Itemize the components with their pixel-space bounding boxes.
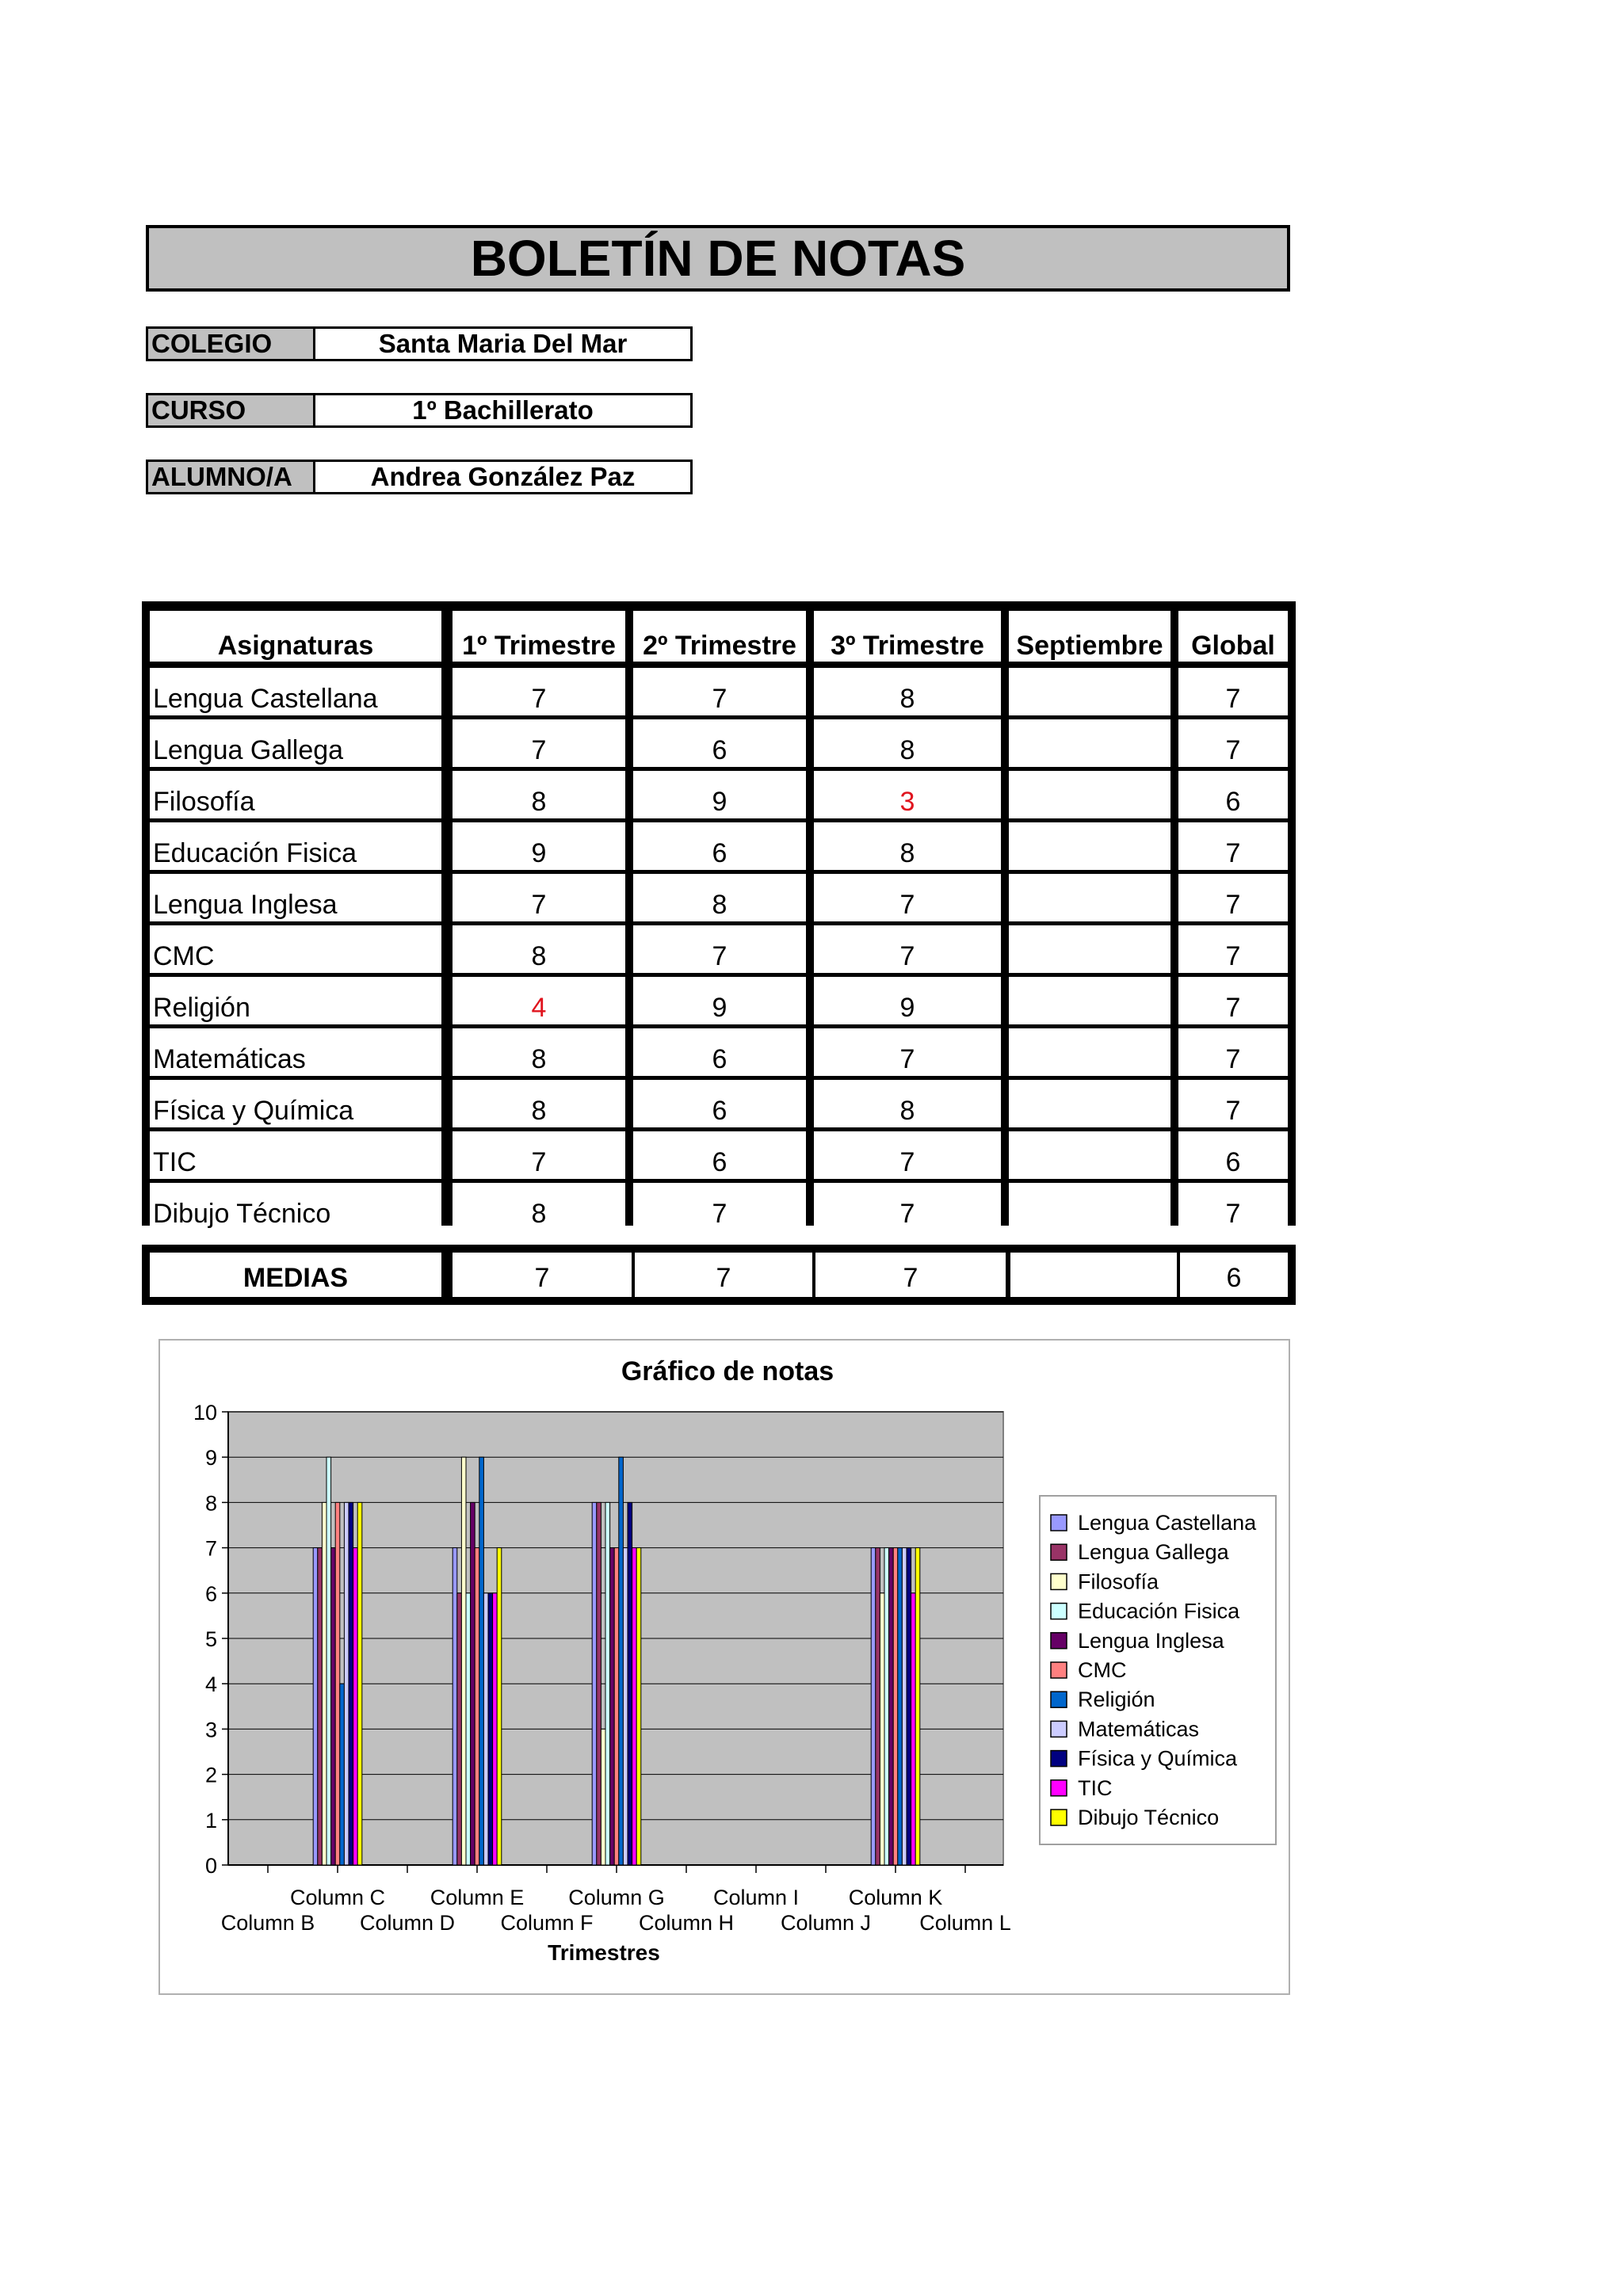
grade-cell[interactable]: 6 — [633, 822, 806, 870]
bar — [483, 1593, 488, 1865]
legend-label: Lengua Inglesa — [1078, 1628, 1224, 1653]
info-label-colegio: COLEGIO — [146, 326, 315, 361]
bar — [597, 1502, 601, 1865]
grade-cell[interactable]: 7 — [1178, 822, 1288, 870]
info-value-colegio[interactable]: Santa Maria Del Mar — [315, 326, 693, 361]
bar — [471, 1502, 475, 1865]
medias-value[interactable]: 7 — [453, 1253, 632, 1297]
bar — [349, 1502, 353, 1865]
grade-cell[interactable]: 7 — [453, 668, 625, 715]
subject-cell[interactable]: Lengua Castellana — [150, 668, 441, 715]
subject-cell[interactable]: TIC — [150, 1131, 441, 1179]
subject-cell[interactable]: Lengua Inglesa — [150, 874, 441, 921]
header-septiembre: Septiembre — [1009, 611, 1170, 662]
grade-cell[interactable]: 7 — [1178, 925, 1288, 973]
legend-swatch — [1051, 1721, 1067, 1737]
legend-label: Religión — [1078, 1688, 1155, 1712]
bar — [619, 1457, 624, 1865]
report-title: BOLETÍN DE NOTAS — [146, 225, 1290, 292]
x-tick-label: Column F — [500, 1911, 594, 1935]
bar — [614, 1548, 619, 1865]
grade-cell[interactable] — [1009, 822, 1170, 870]
legend-label: Matemáticas — [1078, 1717, 1200, 1741]
grade-cell[interactable]: 9 — [453, 822, 625, 870]
grade-cell[interactable]: 8 — [814, 719, 1001, 767]
bar — [466, 1593, 471, 1865]
y-tick-label: 5 — [204, 1627, 217, 1651]
grade-cell[interactable]: 8 — [453, 771, 625, 818]
y-tick-label: 9 — [204, 1446, 217, 1470]
legend-swatch — [1051, 1573, 1067, 1589]
bar — [322, 1502, 327, 1865]
bar — [340, 1684, 345, 1865]
legend-swatch — [1051, 1780, 1067, 1796]
info-row-alumno — [146, 460, 693, 494]
legend-swatch — [1051, 1751, 1067, 1767]
legend-label: TIC — [1078, 1775, 1113, 1800]
bar — [335, 1502, 340, 1865]
info-label-curso: CURSO — [146, 393, 315, 428]
info-label-alumno: ALUMNO/A — [146, 460, 315, 494]
bar — [884, 1548, 889, 1865]
bar — [893, 1548, 898, 1865]
bar — [628, 1502, 632, 1865]
legend-label: Filosofía — [1078, 1569, 1159, 1594]
header-global: Global — [1178, 611, 1288, 662]
y-tick-label: 4 — [204, 1672, 217, 1697]
subject-cell[interactable]: CMC — [150, 925, 441, 973]
legend-swatch — [1051, 1691, 1067, 1707]
grade-cell[interactable]: 7 — [1178, 874, 1288, 921]
header-trimestre-1: 1º Trimestre — [453, 611, 625, 662]
bar — [318, 1548, 323, 1865]
subject-cell[interactable]: Lengua Gallega — [150, 719, 441, 767]
subject-cell[interactable]: Dibujo Técnico — [150, 1183, 441, 1234]
grade-cell[interactable]: 8 — [453, 1028, 625, 1076]
bar — [871, 1548, 876, 1865]
grade-cell[interactable]: 7 — [633, 1183, 806, 1234]
grade-cell[interactable] — [1009, 1183, 1170, 1234]
grades-chart — [158, 1339, 1290, 1995]
bar — [461, 1457, 466, 1865]
bar — [636, 1548, 641, 1865]
medias-value[interactable]: 7 — [815, 1253, 1006, 1297]
bar — [331, 1548, 336, 1865]
grade-cell[interactable]: 7 — [814, 1131, 1001, 1179]
grade-cell[interactable]: 7 — [814, 925, 1001, 973]
grade-cell[interactable]: 7 — [1178, 1080, 1288, 1127]
bar — [911, 1593, 916, 1865]
legend-label: Lengua Gallega — [1078, 1540, 1229, 1565]
grade-cell[interactable]: 6 — [1178, 771, 1288, 818]
bar — [601, 1729, 605, 1865]
grade-cell[interactable] — [1009, 771, 1170, 818]
grade-cell[interactable]: 7 — [633, 925, 806, 973]
header-asignaturas: Asignaturas — [150, 611, 441, 662]
header-trimestre-3: 3º Trimestre — [814, 611, 1001, 662]
bar — [344, 1502, 349, 1865]
legend-label: Educación Fisica — [1078, 1599, 1240, 1623]
x-tick-label: Column K — [848, 1886, 943, 1909]
y-tick-label: 2 — [204, 1763, 217, 1787]
bar — [907, 1548, 911, 1865]
x-tick-label: Column L — [919, 1911, 1011, 1935]
legend-label: Lengua Castellana — [1078, 1511, 1257, 1535]
bar — [898, 1548, 903, 1865]
grade-cell[interactable]: 8 — [453, 1080, 625, 1127]
bar — [610, 1548, 615, 1865]
grade-cell[interactable]: 7 — [633, 668, 806, 715]
bar — [313, 1548, 318, 1865]
grade-cell[interactable]: 8 — [453, 925, 625, 973]
subject-cell[interactable]: Matemáticas — [150, 1028, 441, 1076]
bar — [497, 1548, 502, 1865]
grade-cell[interactable]: 7 — [1178, 719, 1288, 767]
grade-cell[interactable]: 8 — [453, 1183, 625, 1234]
y-tick-label: 10 — [193, 1401, 217, 1425]
x-tick-label: Column J — [780, 1911, 872, 1935]
info-value-curso[interactable]: 1º Bachillerato — [315, 393, 693, 428]
x-tick-label: Column B — [220, 1911, 315, 1935]
grade-cell[interactable]: 9 — [633, 977, 806, 1024]
chart-canvas — [160, 1341, 1289, 1993]
grade-cell[interactable]: 7 — [1178, 668, 1288, 715]
bar — [475, 1548, 479, 1865]
info-row-colegio — [146, 326, 693, 361]
grade-cell[interactable]: 8 — [814, 668, 1001, 715]
y-tick-label: 6 — [204, 1581, 217, 1606]
grade-cell[interactable]: 4 — [453, 977, 625, 1024]
y-tick-label: 3 — [204, 1718, 217, 1742]
bar — [623, 1548, 628, 1865]
bar — [357, 1502, 362, 1865]
grade-cell[interactable] — [1009, 925, 1170, 973]
bar — [353, 1548, 358, 1865]
x-tick-label: Column H — [638, 1911, 735, 1935]
grade-cell[interactable]: 7 — [1178, 977, 1288, 1024]
medias-row — [142, 1245, 1296, 1305]
medias-value[interactable]: 7 — [635, 1253, 812, 1297]
chart-title: Gráfico de notas — [621, 1356, 834, 1386]
legend-label: CMC — [1078, 1658, 1127, 1682]
grades-table — [142, 601, 1296, 1229]
medias-label: MEDIAS — [150, 1253, 441, 1297]
legend-swatch — [1051, 1633, 1067, 1649]
bar — [902, 1548, 907, 1865]
grade-cell[interactable]: 6 — [633, 719, 806, 767]
bar — [876, 1548, 880, 1865]
bar — [327, 1457, 331, 1865]
grade-cell[interactable] — [1009, 1080, 1170, 1127]
medias-value[interactable] — [1010, 1253, 1177, 1297]
y-tick-label: 8 — [204, 1491, 217, 1516]
bar — [457, 1593, 462, 1865]
grade-cell[interactable]: 8 — [814, 822, 1001, 870]
grade-cell[interactable]: 6 — [633, 1131, 806, 1179]
grade-cell[interactable]: 9 — [814, 977, 1001, 1024]
grade-cell[interactable] — [1009, 668, 1170, 715]
grade-cell[interactable] — [1009, 977, 1170, 1024]
grade-cell[interactable]: 8 — [633, 874, 806, 921]
legend-swatch — [1051, 1662, 1067, 1678]
x-axis-label: Trimestres — [548, 1940, 660, 1965]
bar — [493, 1593, 498, 1865]
grade-cell[interactable]: 3 — [814, 771, 1001, 818]
legend-swatch — [1051, 1544, 1067, 1560]
grade-cell[interactable]: 7 — [814, 1183, 1001, 1234]
y-tick-label: 1 — [204, 1808, 217, 1833]
bar — [915, 1548, 920, 1865]
grade-cell[interactable]: 8 — [814, 1080, 1001, 1127]
grade-cell[interactable] — [1009, 719, 1170, 767]
subject-cell[interactable]: Filosofía — [150, 771, 441, 818]
legend-label: Física y Química — [1078, 1746, 1238, 1771]
subject-cell[interactable]: Física y Química — [150, 1080, 441, 1127]
x-tick-label: Column D — [359, 1911, 456, 1935]
info-row-curso — [146, 393, 693, 428]
subject-cell[interactable]: Educación Fisica — [150, 822, 441, 870]
grade-cell[interactable]: 7 — [814, 1028, 1001, 1076]
grade-cell[interactable]: 6 — [1178, 1131, 1288, 1179]
legend-swatch — [1051, 1810, 1067, 1825]
x-tick-label: Column C — [289, 1886, 386, 1909]
grade-cell[interactable]: 7 — [453, 874, 625, 921]
y-tick-label: 7 — [204, 1536, 217, 1561]
subject-cell[interactable]: Religión — [150, 977, 441, 1024]
x-tick-label: Column E — [430, 1886, 525, 1909]
header-trimestre-2: 2º Trimestre — [633, 611, 806, 662]
legend-swatch — [1051, 1604, 1067, 1619]
grade-cell[interactable]: 7 — [1178, 1183, 1288, 1234]
grade-cell[interactable]: 6 — [633, 1080, 806, 1127]
bar — [889, 1548, 894, 1865]
x-tick-label: Column I — [712, 1886, 800, 1909]
bar — [479, 1457, 484, 1865]
grade-cell[interactable] — [1009, 1028, 1170, 1076]
bar — [592, 1502, 597, 1865]
grade-cell[interactable]: 7 — [814, 874, 1001, 921]
bar — [488, 1593, 493, 1865]
grade-cell[interactable]: 7 — [1178, 1028, 1288, 1076]
bar — [605, 1502, 610, 1865]
grade-cell[interactable]: 7 — [453, 719, 625, 767]
legend-label: Dibujo Técnico — [1078, 1806, 1220, 1829]
grade-cell[interactable] — [1009, 1131, 1170, 1179]
grade-cell[interactable]: 7 — [453, 1131, 625, 1179]
grade-cell[interactable] — [1009, 874, 1170, 921]
bar — [453, 1548, 457, 1865]
bar — [632, 1548, 637, 1865]
y-tick-label: 0 — [204, 1854, 217, 1878]
legend-swatch — [1051, 1515, 1067, 1531]
info-value-alumno[interactable]: Andrea González Paz — [315, 460, 693, 494]
grade-cell[interactable]: 6 — [633, 1028, 806, 1076]
medias-value[interactable]: 6 — [1180, 1253, 1288, 1297]
grade-cell[interactable]: 9 — [633, 771, 806, 818]
x-tick-label: Column G — [568, 1886, 665, 1909]
bar — [880, 1593, 884, 1865]
